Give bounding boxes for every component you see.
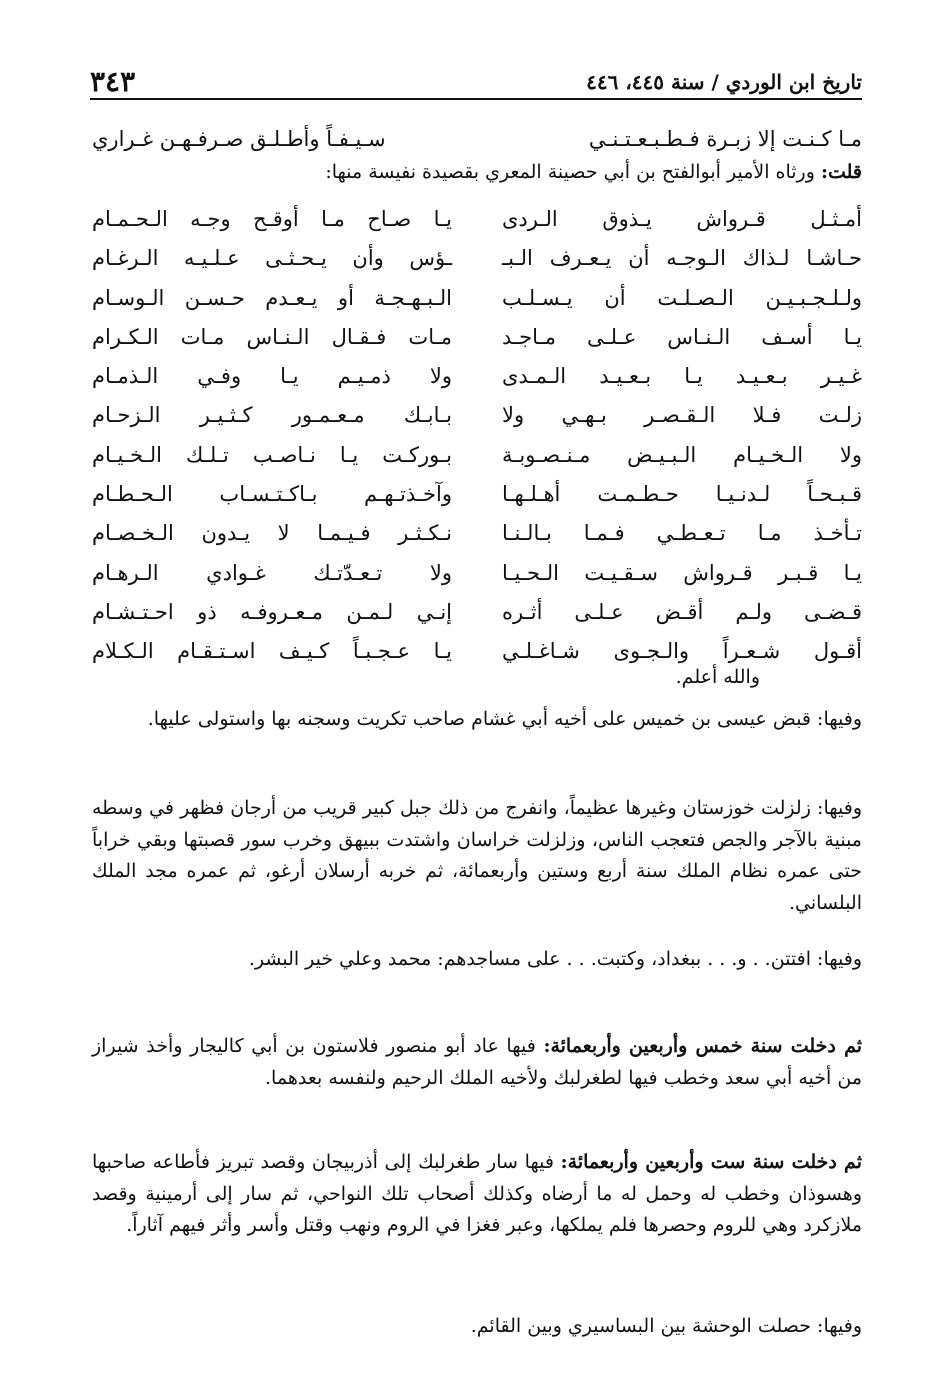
poem-right-line: أقـول شـعـراً والـجـوى شـاغـلـي (502, 639, 862, 664)
paragraph (92, 1147, 862, 1242)
opening-verse (92, 124, 862, 154)
poem-right-line: يـا أسـف الـنـاس عـلـى مـاجـد (502, 324, 862, 349)
poem-right-line: قـضـى ولـم أقـض عـلـى أثـره (502, 599, 862, 624)
poem-left-line: ـؤس وأن يـحـثـى عـلـيـه الـرغـام (92, 246, 452, 271)
poem-left-line: بـابـك مـعـمـور كـثـيـر الـزحـام (92, 403, 452, 428)
poem-intro-note (92, 158, 862, 186)
note-label: قلت: (820, 161, 862, 183)
running-title: تاريخ ابن الوردي / سنة ٤٤٥، ٤٤٦ (586, 70, 862, 94)
paragraph-text: وفيها: حصلت الوحشة بين البساسيري وبين القائم. (470, 1315, 862, 1337)
poem-left-column (92, 200, 452, 672)
opening-verse-left: سـيـفـاً وأطـلـق صـرفـهـن غـراري (92, 127, 386, 151)
poem-left-line: ولا تـعـدّتـك غـوادي الـرهـام (92, 560, 452, 585)
poem-left-line: نـكـثـر فـيـمـا لا يـدون الـخـصـام (92, 521, 452, 546)
paragraph-text: فيها سار طغرلبك إلى أذربيجان وقصد تبريز فأطاعه صاحبها وهسوذان وخطب له وحمل له ما أرضاه وكذلك أصحاب تلك النواحي، ثم سار إلى أرمينية وقصد ملازكرد وهي للروم وحصرها فلم يملكها، وعبر فغزا في الروم ونهب وقتل وأسر وأثر فيهم آثاراً. (92, 1151, 862, 1236)
note-text: ورثاه الأمير أبوالفتح بن أبي حصينة المعري بقصيدة نفيسة منها: (325, 161, 815, 183)
paragraph (92, 704, 862, 736)
opening-verse-right: مـا كـنـت إلا زبـرة فـطـبـعـتـنـي (588, 127, 862, 151)
poem-left-line: يـا صـاح مـا أوقـح وجـه الـحـمـام (92, 207, 452, 231)
paragraph-text: وفيها: قبض عيسى بن خميس على أخيه أبي غشام صاحب تكريت وسجنه بها واستولى عليها. (147, 708, 862, 730)
poem-right-column (502, 200, 862, 672)
paragraph (92, 1031, 862, 1094)
page-number: ٣٤٣ (90, 65, 136, 98)
poem-left-line: الـبـهـجـة أو يـعـدم حـسـن الـوسـام (92, 285, 452, 310)
poem-right-line: غـيـر بـعـيـد يـا بـعـيـد الـمـدى (502, 364, 862, 389)
poem-right-line: زلـت فـلا الـقـصـر بـهـي ولا (502, 403, 862, 428)
poem-left-line: إنـي لـمـن مـعـروفـه ذو احـتـشـام (92, 599, 452, 624)
poem-left-line: يـا عـجـبـاً كـيـف اسـتـقـام الـكـلام (92, 639, 452, 664)
paragraph (92, 944, 862, 976)
page-header (90, 58, 862, 100)
poem-left-line: مـات فـقـال الـنـاس مـات الـكـرام (92, 324, 452, 349)
paragraph-text: وفيها: افتتن. . و. . . ببغداد، وكتبت. . . على مساجدهم: محمد وعلي خير البشر. (248, 948, 862, 970)
elegy-poem (92, 200, 862, 672)
paragraph (92, 1311, 862, 1343)
closing-phrase: والله أعلم. (675, 666, 760, 688)
paragraph-text: فيها عاد أبو منصور فلاستون بن أبي كاليجار وأخذ شيراز من أخيه أبي سعد وخطب فيها لطغرلبك ولأخيه الملك الرحيم ولنفسه بعدهما. (92, 1035, 862, 1089)
poem-right-line: ولا الـخـيـام الـبـيـض مـنـصـوبـة (502, 442, 862, 467)
poem-right-line: تـأخـذ مـا تـعـطـي فـمـا بـالـنـا (502, 521, 862, 546)
paragraph-text: وفيها: زلزلت خوزستان وغيرها عظيماً، وانفرج من ذلك جبل كبير قريب من أرجان فظهر في وسطه مبنية بالآجر والجص فتعجب الناس، وزلزلت خراسان واشتدت ببيهق وخرب سور قصبتها وبقي خراباً حتى عمره نظام الملك سنة أربع وستين وأربعمائة، ثم خربه أرسلان أرغو، ثم عمره مجد الملك البلساني. (92, 797, 862, 914)
poem-left-line: ولا ذمـيـم يـا وفـي الـذمـام (92, 364, 452, 389)
poem-left-line: بـوركـت يـا نـاصـب تـلـك الـخـيـام (92, 442, 452, 467)
poem-left-line: وآخـذتـهـم بـاكـتـسـاب الـحـطـام (92, 482, 452, 507)
paragraph-heading: ثم دخلت سنة خمس وأربعين وأربعمائة: (543, 1035, 862, 1057)
paragraph-heading: ثم دخلت سنة ست وأربعين وأربعمائة: (560, 1151, 862, 1173)
poem-right-line: أمـثـل قـرواش يـذوق الـردى (502, 207, 862, 231)
poem-right-line: قـبـحـاً لـدنـيـا حـطـمـت أهـلـهـا (502, 482, 862, 507)
poem-right-line: ولـلـجـبـيـن الـصـلـت أن يـسـلـب (502, 285, 862, 310)
poem-right-line: يـا قـبـر قـرواش سـقـيـت الـحـيـا (502, 560, 862, 585)
poem-right-line: حـاشـا لـذاك الـوجـه أن يـعـرف الـبـ (502, 246, 862, 271)
paragraph (92, 793, 862, 919)
